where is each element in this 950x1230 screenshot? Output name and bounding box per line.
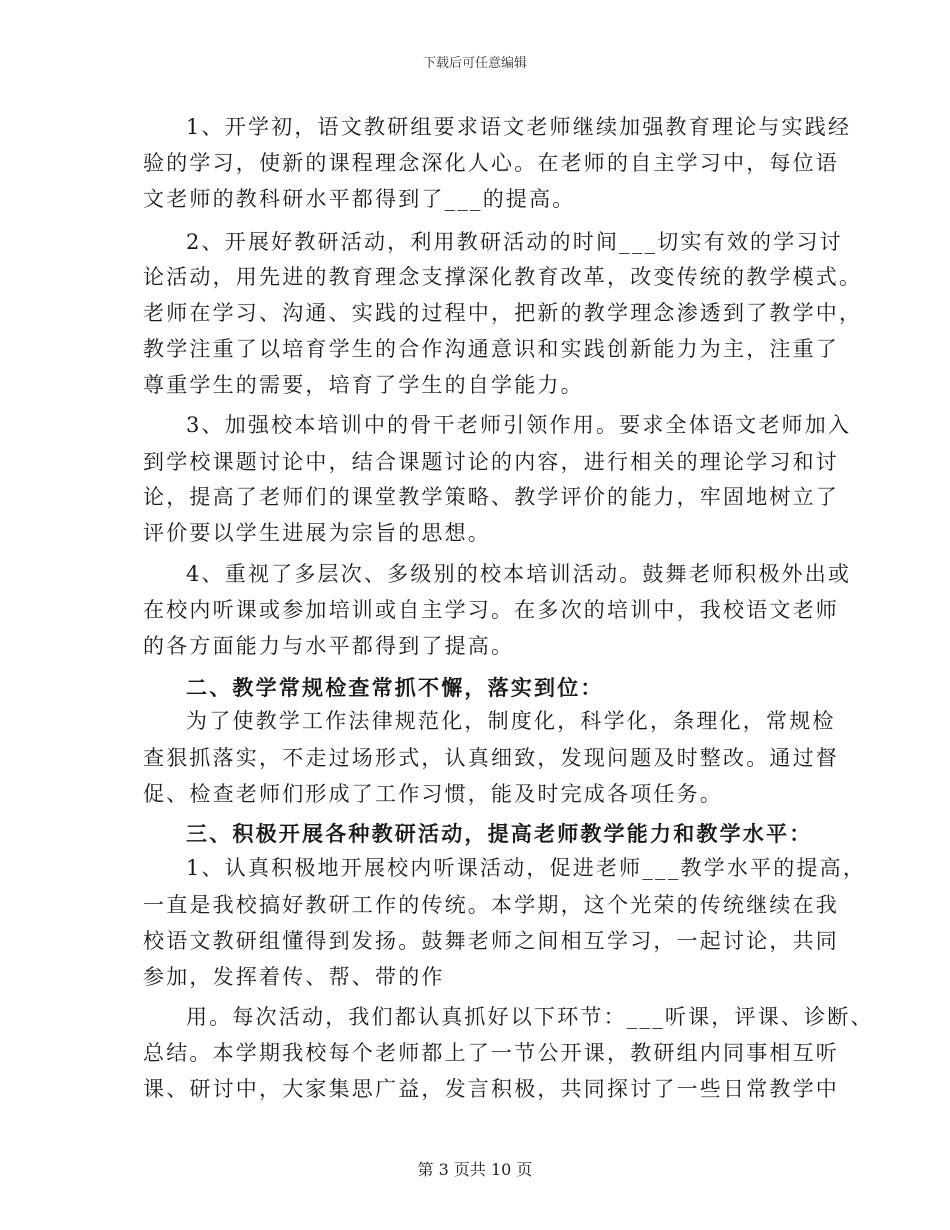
paragraph-line: 评价要以学生进展为宗旨的思想。 bbox=[143, 521, 491, 545]
paragraph-line: 校语文教研组懂得到发扬。鼓舞老师之间相互学习，一起讨论，共同 bbox=[143, 929, 839, 953]
paragraph-line: 到学校课题讨论中，结合课题讨论的内容，进行相关的理论学习和讨 bbox=[143, 450, 839, 474]
paragraph-line: 一直是我校搞好教研工作的传统。本学期，这个光荣的传统继续在我 bbox=[143, 893, 839, 917]
paragraph-line: 促、检查老师们形成了工作习惯，能及时完成各项任务。 bbox=[143, 782, 723, 806]
paragraph-line: 查狠抓落实，不走过场形式，认真细致，发现问题及时整改。通过督 bbox=[143, 746, 839, 770]
paragraph-line: 验的学习，使新的课程理念深化人心。在老师的自主学习中，每位语 bbox=[143, 151, 839, 175]
paragraph-line: 1、认真积极地开展校内听课活动，促进老师___教学水平的提高， bbox=[186, 856, 867, 880]
paragraph-line: 总结。本学期我校每个老师都上了一节公开课，教研组内同事相互听 bbox=[143, 1041, 839, 1065]
paragraph-line: 老师在学习、沟通、实践的过程中，把新的教学理念渗透到了教学中， bbox=[143, 301, 863, 325]
paragraph-line: 用。每次活动，我们都认真抓好以下环节：___听课，评课、诊断、 bbox=[186, 1005, 874, 1029]
paragraph-line: 参加，发挥着传、帮、带的作 bbox=[143, 965, 445, 989]
paragraph-line: 论活动，用先进的教育理念支撑深化教育改革，改变传统的教学模式。 bbox=[143, 265, 863, 289]
paragraph-line: 教学注重了以培育学生的合作沟通意识和实践创新能力为主，注重了 bbox=[143, 337, 839, 361]
paragraph-line: 论，提高了老师们的课堂教学策略、教学评价的能力，牢固地树立了 bbox=[143, 485, 839, 509]
section-heading: 二、教学常规检查常抓不懈，落实到位： bbox=[186, 675, 604, 700]
paragraph-line: 尊重学生的需要，培育了学生的自学能力。 bbox=[143, 373, 584, 397]
page-header: 下载后可任意编辑 bbox=[422, 56, 527, 71]
paragraph-line: 课、研讨中，大家集思广益，发言积极，共同探讨了一些日常教学中 bbox=[143, 1077, 839, 1101]
paragraph-line: 2、开展好教研活动，利用教研活动的时间___切实有效的学习讨 bbox=[186, 230, 843, 254]
section-heading: 三、积极开展各种教研活动，提高老师教学能力和教学水平： bbox=[186, 821, 813, 846]
paragraph-line: 文老师的教科研水平都得到了___的提高。 bbox=[143, 187, 576, 211]
paragraph-line: 的各方面能力与水平都得到了提高。 bbox=[143, 634, 515, 658]
paragraph-line: 1、开学初，语文教研组要求语文老师继续加强教育理论与实践经 bbox=[186, 115, 852, 139]
paragraph-line: 在校内听课或参加培训或自主学习。在多次的培训中，我校语文老师 bbox=[143, 598, 839, 622]
page-footer: 第 3 页共 10 页 bbox=[417, 1160, 533, 1179]
paragraph-line: 4、重视了多层次、多级别的校本培训活动。鼓舞老师积极外出或 bbox=[186, 562, 852, 586]
paragraph-line: 为了使教学工作法律规范化，制度化，科学化，条理化，常规检 bbox=[186, 709, 836, 733]
paragraph-line: 3、加强校本培训中的骨干老师引领作用。要求全体语文老师加入 bbox=[186, 413, 852, 437]
